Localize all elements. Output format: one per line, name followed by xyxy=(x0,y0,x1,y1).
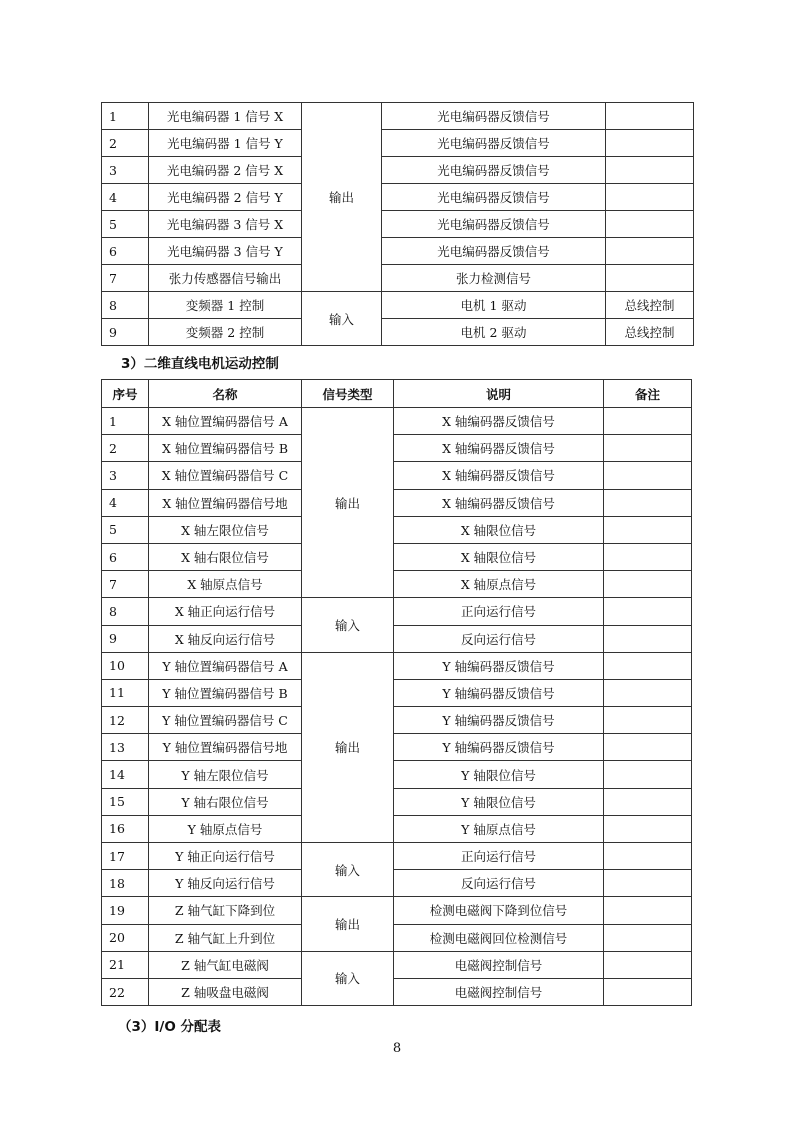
row-number: 6 xyxy=(102,543,149,570)
signal-name: 光电编码器 3 信号 X xyxy=(149,211,302,238)
signal-description: 光电编码器反馈信号 xyxy=(382,184,606,211)
table-row xyxy=(102,652,692,679)
signal-remark xyxy=(604,788,692,815)
table-row xyxy=(102,897,692,924)
table-row xyxy=(102,951,692,978)
signal-description: 光电编码器反馈信号 xyxy=(382,238,606,265)
row-number: 1 xyxy=(102,103,149,130)
table-row xyxy=(102,598,692,625)
table-row xyxy=(102,788,692,815)
table-row xyxy=(102,679,692,706)
table-row xyxy=(102,292,694,319)
signal-name: Z 轴气缸上升到位 xyxy=(149,924,302,951)
signal-name: 张力传感器信号输出 xyxy=(149,265,302,292)
row-number: 9 xyxy=(102,625,149,652)
row-number: 5 xyxy=(102,211,149,238)
signal-description: 正向运行信号 xyxy=(394,843,604,870)
signal-remark xyxy=(604,679,692,706)
signal-remark: 总线控制 xyxy=(606,292,694,319)
signal-remark xyxy=(604,870,692,897)
signal-remark xyxy=(606,130,694,157)
signal-name: Z 轴吸盘电磁阀 xyxy=(149,978,302,1005)
row-number: 2 xyxy=(102,130,149,157)
signal-description: 光电编码器反馈信号 xyxy=(382,130,606,157)
signal-remark xyxy=(606,103,694,130)
signal-name: Y 轴反向运行信号 xyxy=(149,870,302,897)
row-number: 22 xyxy=(102,978,149,1005)
table-row xyxy=(102,870,692,897)
row-number: 2 xyxy=(102,435,149,462)
signal-remark xyxy=(604,978,692,1005)
signal-type-group: 输出 xyxy=(302,408,394,598)
header-signal-type: 信号类型 xyxy=(302,380,394,408)
table-row xyxy=(102,625,692,652)
signal-remark xyxy=(604,598,692,625)
signal-description: 检测电磁阀下降到位信号 xyxy=(394,897,604,924)
signal-remark xyxy=(604,897,692,924)
signal-name: Y 轴位置编码器信号 B xyxy=(149,679,302,706)
signal-description: X 轴编码器反馈信号 xyxy=(394,462,604,489)
row-number: 16 xyxy=(102,815,149,842)
row-number: 19 xyxy=(102,897,149,924)
signal-name: Y 轴位置编码器信号 A xyxy=(149,652,302,679)
header-description: 说明 xyxy=(394,380,604,408)
signal-description: Y 轴编码器反馈信号 xyxy=(394,707,604,734)
signal-description: Y 轴限位信号 xyxy=(394,788,604,815)
signal-type-group: 输入 xyxy=(302,951,394,1005)
signal-description: X 轴编码器反馈信号 xyxy=(394,489,604,516)
table-row xyxy=(102,184,694,211)
signal-description: 电磁阀控制信号 xyxy=(394,978,604,1005)
signal-remark xyxy=(606,157,694,184)
signal-description: Y 轴原点信号 xyxy=(394,815,604,842)
signal-type-group: 输入 xyxy=(302,598,394,652)
signal-type-group: 输入 xyxy=(302,292,382,346)
row-number: 14 xyxy=(102,761,149,788)
signal-description: Y 轴限位信号 xyxy=(394,761,604,788)
signal-name: X 轴反向运行信号 xyxy=(149,625,302,652)
signal-name: 光电编码器 2 信号 Y xyxy=(149,184,302,211)
table-row xyxy=(102,543,692,570)
row-number: 15 xyxy=(102,788,149,815)
signal-name: Y 轴正向运行信号 xyxy=(149,843,302,870)
signal-name: 光电编码器 3 信号 Y xyxy=(149,238,302,265)
table-row xyxy=(102,489,692,516)
table-row xyxy=(102,319,694,346)
table-row xyxy=(102,516,692,543)
row-number: 5 xyxy=(102,516,149,543)
signal-remark xyxy=(604,516,692,543)
table-row xyxy=(102,435,692,462)
signal-remark xyxy=(604,761,692,788)
linear-motor-signal-table xyxy=(101,379,692,1006)
signal-name: Z 轴气缸下降到位 xyxy=(149,897,302,924)
signal-type-group: 输出 xyxy=(302,897,394,951)
signal-description: 光电编码器反馈信号 xyxy=(382,211,606,238)
signal-remark xyxy=(604,652,692,679)
signal-description: Y 轴编码器反馈信号 xyxy=(394,679,604,706)
signal-name: X 轴左限位信号 xyxy=(149,516,302,543)
signal-name: X 轴右限位信号 xyxy=(149,543,302,570)
row-number: 20 xyxy=(102,924,149,951)
row-number: 4 xyxy=(102,489,149,516)
signal-remark xyxy=(604,734,692,761)
signal-description: X 轴限位信号 xyxy=(394,543,604,570)
table-row xyxy=(102,571,692,598)
signal-name: X 轴位置编码器信号地 xyxy=(149,489,302,516)
signal-description: X 轴编码器反馈信号 xyxy=(394,435,604,462)
signal-remark xyxy=(604,924,692,951)
signal-remark xyxy=(606,238,694,265)
table-row xyxy=(102,408,692,435)
row-number: 3 xyxy=(102,157,149,184)
table-row xyxy=(102,843,692,870)
row-number: 1 xyxy=(102,408,149,435)
row-number: 11 xyxy=(102,679,149,706)
signal-description: 光电编码器反馈信号 xyxy=(382,103,606,130)
table-row xyxy=(102,103,694,130)
header-number: 序号 xyxy=(102,380,149,408)
signal-description: Y 轴编码器反馈信号 xyxy=(394,734,604,761)
section-heading-linear-motor: 3）二维直线电机运动控制 xyxy=(121,356,279,372)
row-number: 4 xyxy=(102,184,149,211)
signal-name: X 轴正向运行信号 xyxy=(149,598,302,625)
signal-description: 反向运行信号 xyxy=(394,625,604,652)
signal-name: 光电编码器 1 信号 X xyxy=(149,103,302,130)
signal-name: X 轴位置编码器信号 C xyxy=(149,462,302,489)
signal-remark xyxy=(606,184,694,211)
signal-name: X 轴位置编码器信号 B xyxy=(149,435,302,462)
row-number: 10 xyxy=(102,652,149,679)
signal-description: 电机 1 驱动 xyxy=(382,292,606,319)
header-name: 名称 xyxy=(149,380,302,408)
page-number: 8 xyxy=(392,1041,402,1056)
signal-name: Y 轴原点信号 xyxy=(149,815,302,842)
row-number: 17 xyxy=(102,843,149,870)
table-row xyxy=(102,462,692,489)
signal-description: X 轴编码器反馈信号 xyxy=(394,408,604,435)
table-row xyxy=(102,707,692,734)
signal-description: X 轴原点信号 xyxy=(394,571,604,598)
row-number: 3 xyxy=(102,462,149,489)
signal-remark xyxy=(604,951,692,978)
row-number: 12 xyxy=(102,707,149,734)
signal-remark: 总线控制 xyxy=(606,319,694,346)
signal-name: 变频器 1 控制 xyxy=(149,292,302,319)
signal-description: 电机 2 驱动 xyxy=(382,319,606,346)
signal-remark xyxy=(604,815,692,842)
signal-description: 检测电磁阀回位检测信号 xyxy=(394,924,604,951)
row-number: 13 xyxy=(102,734,149,761)
table-row xyxy=(102,211,694,238)
signal-remark xyxy=(604,435,692,462)
row-number: 18 xyxy=(102,870,149,897)
signal-remark xyxy=(604,707,692,734)
signal-remark xyxy=(606,265,694,292)
table-row xyxy=(102,238,694,265)
table-row xyxy=(102,265,694,292)
signal-name: Y 轴位置编码器信号 C xyxy=(149,707,302,734)
signal-description: 光电编码器反馈信号 xyxy=(382,157,606,184)
signal-remark xyxy=(604,625,692,652)
signal-name: 变频器 2 控制 xyxy=(149,319,302,346)
signal-remark xyxy=(604,543,692,570)
signal-name: Z 轴气缸电磁阀 xyxy=(149,951,302,978)
row-number: 8 xyxy=(102,292,149,319)
signal-type-group: 输出 xyxy=(302,652,394,842)
signal-remark xyxy=(604,489,692,516)
header-remark: 备注 xyxy=(604,380,692,408)
signal-name: 光电编码器 2 信号 X xyxy=(149,157,302,184)
signal-remark xyxy=(604,571,692,598)
signal-name: Y 轴右限位信号 xyxy=(149,788,302,815)
section-heading-io-table: （3）I/O 分配表 xyxy=(118,1019,222,1035)
row-number: 7 xyxy=(102,265,149,292)
table-row xyxy=(102,734,692,761)
table-row xyxy=(102,924,692,951)
table-row xyxy=(102,978,692,1005)
signal-name: Y 轴左限位信号 xyxy=(149,761,302,788)
row-number: 6 xyxy=(102,238,149,265)
table-row xyxy=(102,157,694,184)
row-number: 21 xyxy=(102,951,149,978)
signal-type-group: 输出 xyxy=(302,103,382,292)
table-row xyxy=(102,761,692,788)
signal-description: 正向运行信号 xyxy=(394,598,604,625)
signal-description: 反向运行信号 xyxy=(394,870,604,897)
row-number: 9 xyxy=(102,319,149,346)
signal-remark xyxy=(604,408,692,435)
signal-name: Y 轴位置编码器信号地 xyxy=(149,734,302,761)
table-row xyxy=(102,815,692,842)
row-number: 7 xyxy=(102,571,149,598)
signal-name: X 轴位置编码器信号 A xyxy=(149,408,302,435)
signal-remark xyxy=(606,211,694,238)
encoder-signal-table xyxy=(101,102,694,346)
table-header-row xyxy=(102,380,692,408)
signal-description: X 轴限位信号 xyxy=(394,516,604,543)
signal-description: Y 轴编码器反馈信号 xyxy=(394,652,604,679)
signal-name: 光电编码器 1 信号 Y xyxy=(149,130,302,157)
signal-description: 电磁阀控制信号 xyxy=(394,951,604,978)
signal-remark xyxy=(604,843,692,870)
row-number: 8 xyxy=(102,598,149,625)
signal-name: X 轴原点信号 xyxy=(149,571,302,598)
signal-remark xyxy=(604,462,692,489)
table-row xyxy=(102,130,694,157)
signal-type-group: 输入 xyxy=(302,843,394,897)
signal-description: 张力检测信号 xyxy=(382,265,606,292)
